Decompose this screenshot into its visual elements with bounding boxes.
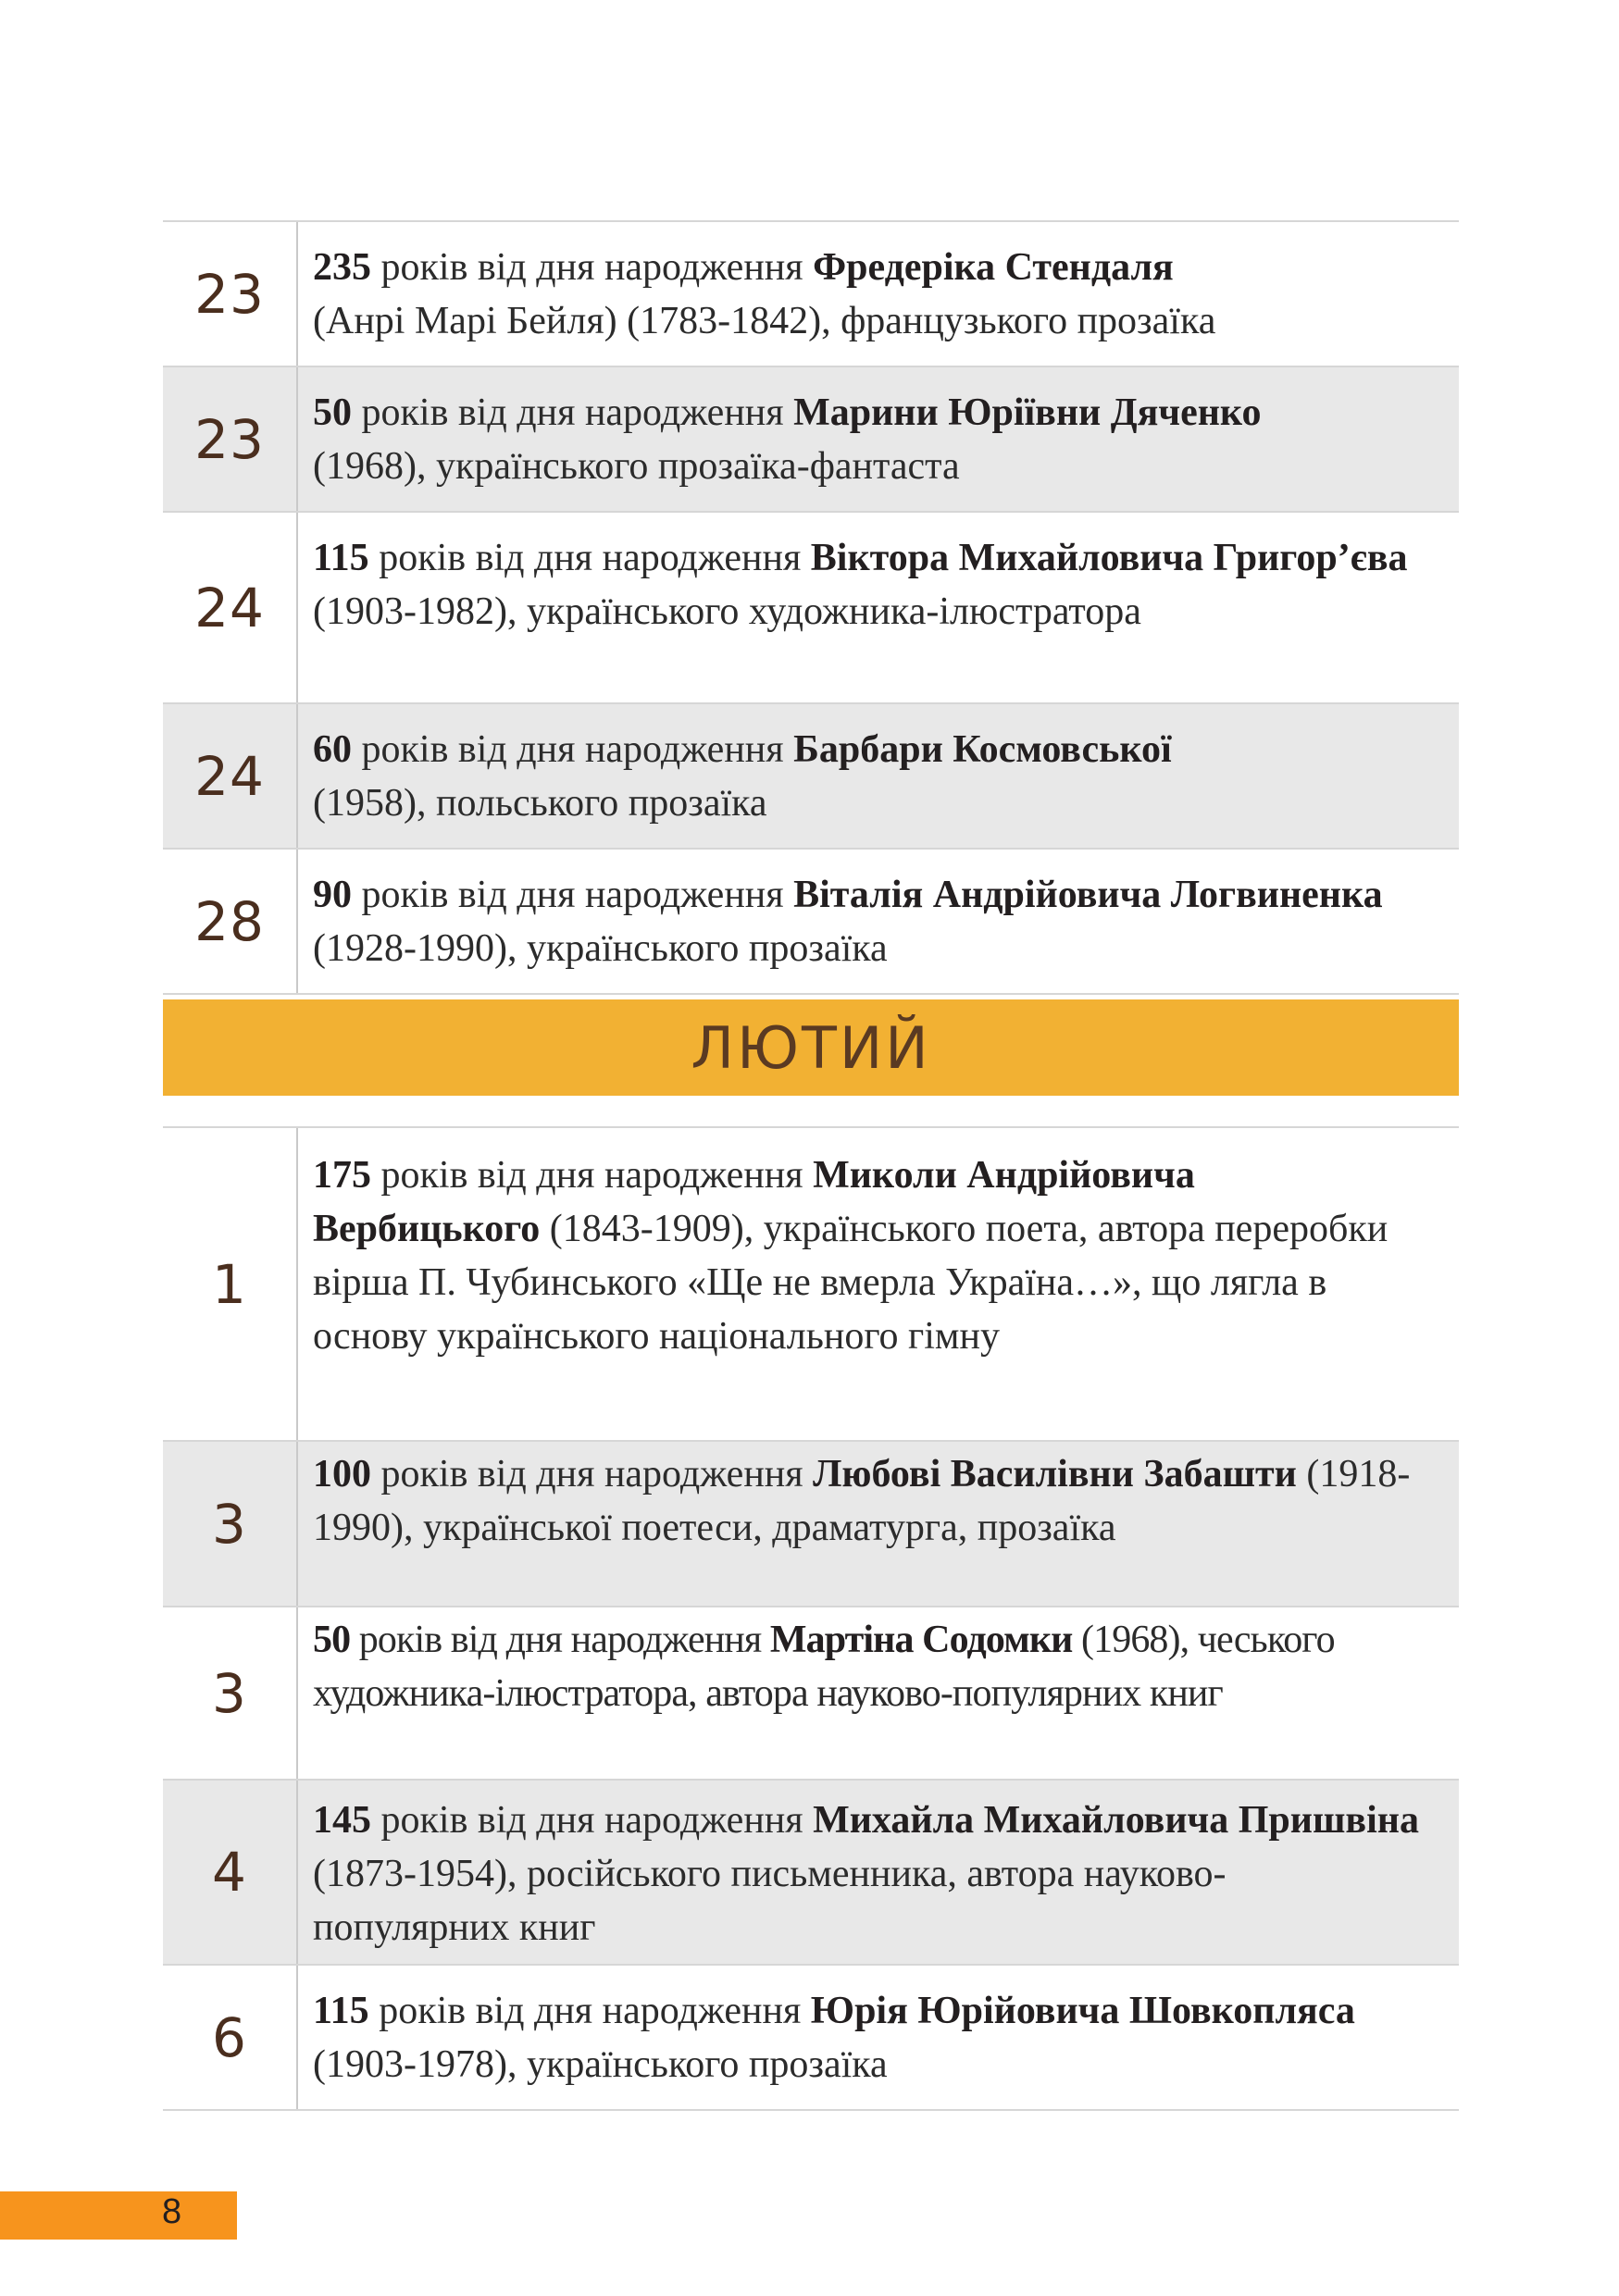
month-header bbox=[163, 999, 1459, 1096]
calendar-row bbox=[163, 1126, 1459, 1440]
day-number: 23 bbox=[163, 222, 298, 366]
entry-details: (1928-1990), українського прозаїка bbox=[313, 927, 888, 970]
person-name: Мартіна Содомки bbox=[769, 1619, 1073, 1661]
entry-details: (1958), польського прозаїка bbox=[313, 782, 767, 825]
day-number: 24 bbox=[163, 704, 298, 848]
entry-details: (1903-1978), українського прозаїка bbox=[313, 2043, 888, 2086]
calendar-row bbox=[163, 702, 1459, 848]
entry-text: 235 років від дня народження Фредеріка Стендаля (Анрі Марі Бейля) (1783-1842), французького прозаїка bbox=[313, 246, 1216, 342]
day-number: 28 bbox=[163, 850, 298, 993]
calendar-row bbox=[163, 1779, 1459, 1964]
day-number: 6 bbox=[163, 1966, 298, 2109]
day-number: 24 bbox=[163, 513, 298, 702]
person-name: Фредеріка Стендаля bbox=[813, 246, 1174, 289]
entry-text: 100 років від дня народження Любові Василівни Забашти (1918-1990), української поетеси, драматурга, прозаїка bbox=[313, 1453, 1411, 1549]
page-number-bar bbox=[0, 2191, 237, 2240]
entry-details: (1843-1909), українського поета, автора переробки вірша П. Чубинського «Ще не вмерла Україна…», що лягла в основу українського національного гімну bbox=[313, 1208, 1389, 1358]
anniversary-years: 115 bbox=[313, 1990, 369, 2032]
person-name: Віталія Андрійовича Логвиненка bbox=[793, 874, 1383, 916]
calendar-row bbox=[163, 1440, 1459, 1606]
person-name: Віктора Михайловича Григор’єва bbox=[810, 537, 1408, 579]
calendar-row bbox=[163, 220, 1459, 366]
entry-details: (1968), українського прозаїка-фантаста bbox=[313, 445, 960, 488]
entry-text: 50 років від дня народження Мартіна Содомки (1968), чеського художника-ілюстратора, автора науково-популярних книг bbox=[313, 1619, 1335, 1715]
person-name: Михайла Михайловича Пришвіна bbox=[813, 1799, 1419, 1842]
day-number: 3 bbox=[163, 1442, 298, 1606]
anniversary-years: 90 bbox=[313, 874, 352, 916]
entry-text: 145 років від дня народження Михайла Михайловича Пришвіна (1873-1954), російського письменника, автора науково-популярних книг bbox=[313, 1799, 1419, 1949]
calendar-table-february bbox=[163, 1126, 1459, 2111]
day-number: 4 bbox=[163, 1781, 298, 1964]
anniversary-years: 60 bbox=[313, 728, 352, 771]
anniversary-years: 115 bbox=[313, 537, 369, 579]
person-name: Марини Юріївни Дяченко bbox=[793, 391, 1262, 434]
calendar-row bbox=[163, 1606, 1459, 1779]
calendar-row bbox=[163, 1964, 1459, 2111]
calendar-row bbox=[163, 511, 1459, 702]
entry-text: 50 років від дня народження Марини Юріївни Дяченко (1968), українського прозаїка-фантаста bbox=[313, 391, 1262, 488]
day-number: 23 bbox=[163, 367, 298, 511]
calendar-row bbox=[163, 848, 1459, 995]
day-number: 3 bbox=[163, 1607, 298, 1779]
entry-details: (Анрі Марі Бейля) (1783-1842), французького прозаїка bbox=[313, 300, 1216, 342]
entry-details: (1918-1990), української поетеси, драматурга, прозаїка bbox=[313, 1453, 1411, 1549]
person-name: Миколи Андрійовича Вербицького bbox=[313, 1154, 1195, 1250]
anniversary-years: 235 bbox=[313, 246, 371, 289]
anniversary-years: 175 bbox=[313, 1154, 371, 1197]
anniversary-years: 145 bbox=[313, 1799, 371, 1842]
anniversary-years: 100 bbox=[313, 1453, 371, 1496]
day-number: 1 bbox=[163, 1128, 298, 1440]
entry-text: 90 років від дня народження Віталія Андрійовича Логвиненка (1928-1990), українського прозаїка bbox=[313, 874, 1383, 970]
entry-text: 60 років від дня народження Барбари Космовської (1958), польського прозаїка bbox=[313, 728, 1172, 825]
anniversary-years: 50 bbox=[313, 1619, 351, 1661]
page-number: 8 bbox=[162, 2192, 182, 2231]
entry-text: 115 років від дня народження Віктора Михайловича Григор’єва (1903-1982), українського художника-ілюстратора bbox=[313, 537, 1408, 633]
person-name: Любові Василівни Забашти bbox=[813, 1453, 1297, 1496]
anniversary-years: 50 bbox=[313, 391, 352, 434]
person-name: Юрія Юрійовича Шовкопляса bbox=[810, 1990, 1355, 2032]
entry-text: 115 років від дня народження Юрія Юрійовича Шовкопляса (1903-1978), українського прозаїка bbox=[313, 1990, 1355, 2086]
calendar-table-january bbox=[163, 220, 1459, 995]
entry-details: (1968), чеського художника-ілюстратора, автора науково-популярних книг bbox=[313, 1619, 1335, 1715]
person-name: Барбари Космовської bbox=[793, 728, 1172, 771]
month-title: ЛЮТИЙ bbox=[691, 1013, 931, 1082]
entry-details: (1873-1954), російського письменника, автора науково-популярних книг bbox=[313, 1853, 1227, 1949]
entry-details: (1903-1982), українського художника-ілюстратора bbox=[313, 590, 1141, 633]
calendar-row bbox=[163, 366, 1459, 511]
entry-text: 175 років від дня народження Миколи Андрійовича Вербицького (1843-1909), українського поета, автора переробки вірша П. Чубинського «Ще не вмерла Україна…», що лягла в основу українського національного гімну bbox=[313, 1154, 1389, 1358]
